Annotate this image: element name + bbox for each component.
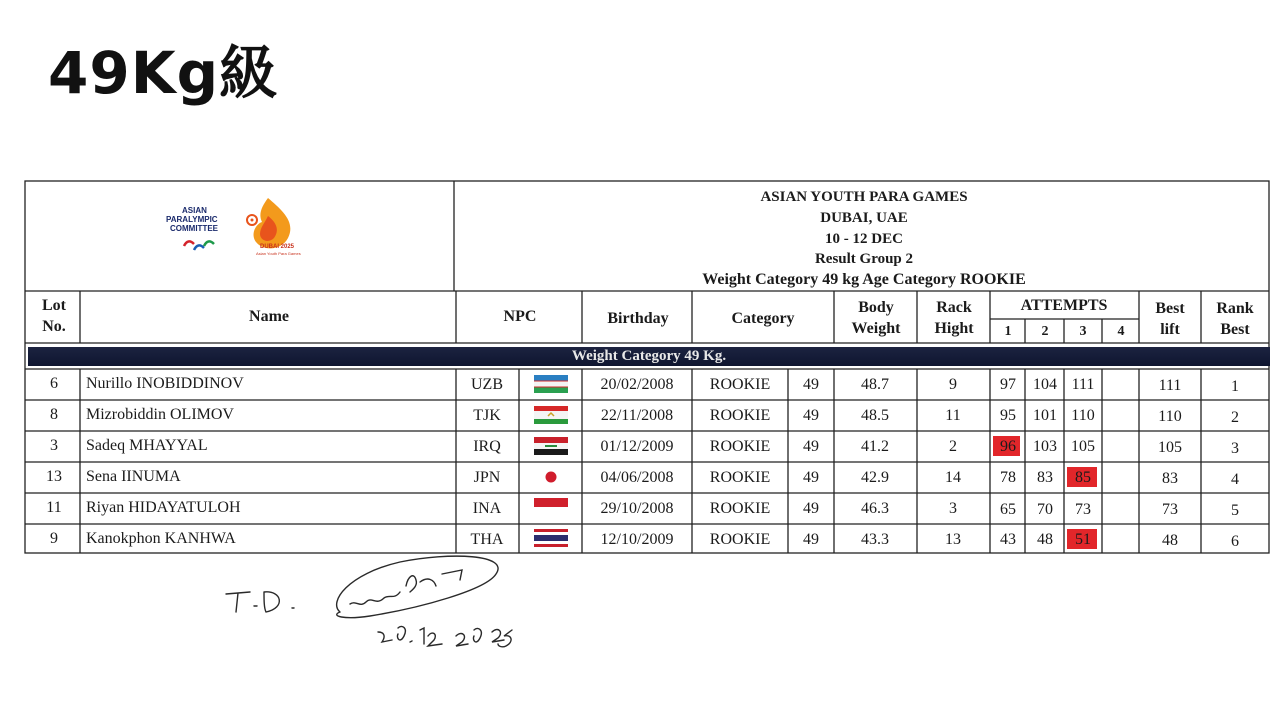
header-line-5: Weight Category 49 kg Age Category ROOKIE (702, 271, 1026, 288)
logo-line-3: COMMITTEE (170, 224, 218, 233)
col-rank-line2: Best (1220, 321, 1250, 338)
cell-attempt-1: 95 (1000, 407, 1016, 424)
cell-birthday: 01/12/2009 (600, 438, 674, 455)
col-body-line2: Weight (851, 320, 901, 337)
slide-title: 49Kg級 (48, 39, 279, 107)
header-line-2: DUBAI, UAE (820, 210, 908, 226)
uzbekistan-flag-icon (534, 375, 568, 393)
cell-attempt-2: 83 (1037, 469, 1053, 486)
cell-rack: 9 (949, 376, 957, 393)
cell-lot: 13 (46, 468, 62, 485)
cell-lot: 3 (50, 437, 58, 454)
cell-category-kg: 49 (803, 407, 819, 424)
col-attempt-2: 2 (1041, 324, 1049, 339)
cell-rank: 1 (1231, 378, 1239, 395)
indonesia-flag-icon (534, 498, 568, 516)
cell-name: Nurillo INOBIDDINOV (86, 375, 244, 392)
cell-category: ROOKIE (709, 469, 771, 486)
header-line-3: 10 - 12 DEC (825, 231, 903, 247)
cell-best-lift: 111 (1158, 377, 1182, 394)
cell-rack: 13 (945, 531, 961, 548)
cell-name: Mizrobiddin OLIMOV (86, 406, 234, 423)
col-lot-line2: No. (42, 318, 66, 335)
logo-line-2: PARALYMPIC (166, 215, 218, 224)
logo-event-mark: DUBAI 2025 (260, 244, 295, 250)
cell-attempt-3: 51 (1075, 531, 1091, 548)
cell-attempt-1: 65 (1000, 501, 1016, 518)
signature-text (0, 0, 1, 1)
cell-rank: 2 (1231, 409, 1239, 426)
asian-paralympic-committee-logo (164, 194, 314, 264)
logo-line-1: ASIAN (182, 206, 207, 215)
col-attempts: ATTEMPTS (1020, 297, 1108, 314)
cell-best-lift: 110 (1158, 408, 1182, 425)
japan-flag-icon (534, 468, 568, 486)
cell-attempt-2: 70 (1037, 501, 1053, 518)
cell-category-kg: 49 (803, 469, 819, 486)
col-rank-line1: Rank (1216, 300, 1254, 317)
cell-attempt-3: 73 (1075, 501, 1091, 518)
cell-attempt-3: 105 (1071, 438, 1095, 455)
col-attempt-1: 1 (1004, 324, 1012, 339)
cell-name: Sena IINUMA (86, 468, 181, 485)
cell-attempt-2: 48 (1037, 531, 1053, 548)
col-npc: NPC (503, 308, 537, 325)
cell-attempt-2: 101 (1033, 407, 1057, 424)
col-rack-line1: Rack (936, 299, 972, 316)
cell-npc: JPN (473, 469, 501, 486)
cell-category: ROOKIE (709, 500, 771, 517)
cell-category-kg: 49 (803, 438, 819, 455)
cell-birthday: 04/06/2008 (600, 469, 674, 486)
col-body-line1: Body (858, 299, 894, 316)
thailand-flag-icon (534, 529, 568, 547)
cell-body-weight: 41.2 (861, 438, 889, 455)
cell-category-kg: 49 (803, 500, 819, 517)
cell-category-kg: 49 (803, 531, 819, 548)
col-lot-line1: Lot (42, 297, 66, 314)
cell-body-weight: 42.9 (861, 469, 889, 486)
tajikistan-flag-icon (534, 406, 568, 424)
cell-body-weight: 48.5 (861, 407, 889, 424)
cell-rack: 3 (949, 500, 957, 517)
col-attempt-3: 3 (1079, 324, 1087, 339)
cell-npc: TJK (473, 407, 501, 424)
cell-attempt-1: 78 (1000, 469, 1016, 486)
cell-lot: 6 (50, 375, 58, 392)
cell-npc: UZB (471, 376, 503, 393)
signature-initials (0, 0, 1, 1)
col-best-line2: lift (1160, 321, 1180, 338)
logo-event-sub: Asian Youth Para Games (256, 251, 301, 256)
cell-lot: 11 (46, 499, 62, 516)
cell-lot: 9 (50, 530, 58, 547)
cell-birthday: 22/11/2008 (600, 407, 674, 424)
cell-name: Riyan HIDAYATULOH (86, 499, 241, 516)
col-attempt-4: 4 (1117, 324, 1125, 339)
cell-body-weight: 48.7 (861, 376, 889, 393)
cell-rank: 5 (1231, 502, 1239, 519)
cell-attempt-1: 97 (1000, 376, 1016, 393)
cell-npc: INA (472, 500, 502, 517)
cell-rack: 11 (945, 407, 961, 424)
col-rack-line2: Hight (934, 320, 974, 337)
col-name: Name (249, 308, 289, 325)
cell-category: ROOKIE (709, 438, 771, 455)
cell-attempt-3: 85 (1075, 469, 1091, 486)
cell-npc: THA (470, 531, 504, 548)
cell-attempt-1: 96 (1000, 438, 1016, 455)
cell-category-kg: 49 (803, 376, 819, 393)
cell-body-weight: 46.3 (861, 500, 889, 517)
cell-rank: 6 (1231, 533, 1239, 550)
header-line-1: ASIAN YOUTH PARA GAMES (760, 189, 968, 205)
category-banner-text: Weight Category 49 Kg. (571, 348, 727, 364)
cell-rank: 4 (1231, 471, 1239, 488)
iraq-flag-icon (534, 437, 568, 455)
cell-birthday: 29/10/2008 (600, 500, 674, 517)
cell-category: ROOKIE (709, 376, 771, 393)
cell-birthday: 20/02/2008 (600, 376, 674, 393)
col-birthday: Birthday (607, 310, 669, 327)
results-sheet (24, 180, 1271, 554)
cell-name: Kanokphon KANHWA (86, 530, 236, 547)
cell-attempt-1: 43 (1000, 531, 1016, 548)
cell-rack: 14 (945, 469, 961, 486)
cell-rack: 2 (949, 438, 957, 455)
cell-name: Sadeq MHAYYAL (86, 437, 208, 454)
cell-category: ROOKIE (709, 407, 771, 424)
cell-rank: 3 (1231, 440, 1239, 457)
cell-best-lift: 48 (1162, 532, 1178, 549)
cell-category: ROOKIE (709, 531, 771, 548)
cell-birthday: 12/10/2009 (600, 531, 674, 548)
header-line-4: Result Group 2 (814, 251, 914, 267)
cell-attempt-2: 103 (1033, 438, 1057, 455)
handwritten-signature (220, 552, 540, 662)
col-category: Category (731, 310, 795, 327)
cell-npc: IRQ (473, 438, 501, 455)
cell-lot: 8 (50, 406, 58, 423)
cell-attempt-2: 104 (1033, 376, 1057, 393)
col-best-line1: Best (1155, 300, 1185, 317)
cell-best-lift: 83 (1162, 470, 1178, 487)
cell-best-lift: 73 (1162, 501, 1178, 518)
cell-best-lift: 105 (1158, 439, 1182, 456)
category-banner (28, 347, 1270, 366)
cell-attempt-3: 111 (1071, 376, 1095, 393)
cell-body-weight: 43.3 (861, 531, 889, 548)
cell-attempt-3: 110 (1071, 407, 1095, 424)
